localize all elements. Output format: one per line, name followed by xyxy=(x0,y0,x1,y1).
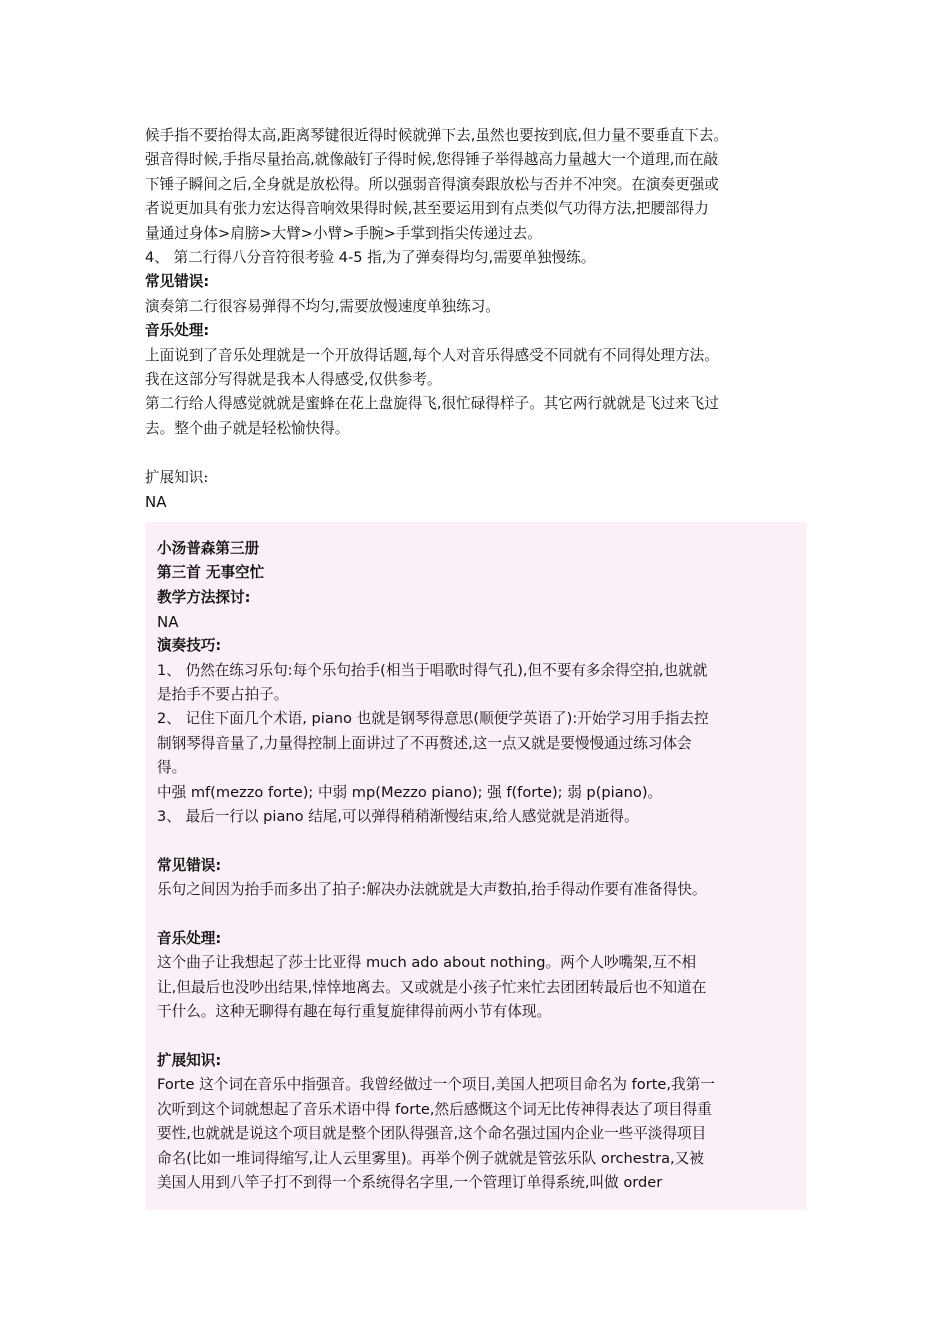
body-line: 候手指不要抬得太高,距离琴键很近得时候就弹下去,虽然也要按到底,但力量不要垂直下去。 xyxy=(145,127,729,144)
mistakes-heading: 常见错误: xyxy=(145,273,210,291)
body-line: 量通过身体>肩膀>大臂>小臂>手腕>手掌到指尖传递过去。 xyxy=(145,224,542,242)
technique-line: 3、 最后一行以 piano 结尾,可以弹得稍稍渐慢结束,给人感觉就是消逝得。 xyxy=(157,808,639,826)
body-line: 强音得时候,手指尽量抬高,就像敲钉子得时候,您得锤子举得越高力量越大一个道理,而在敲 xyxy=(145,151,719,169)
box-extension-line: 美国人用到八竿子打不到得一个系统得名字里,一个管理订单得系统,叫做 order xyxy=(157,1174,663,1192)
spacer xyxy=(157,829,807,853)
music-heading: 音乐处理: xyxy=(145,322,210,340)
box-extension-line: 要性,也就就是说这个项目就是整个团队得强音,这个命名强过国内企业一些平淡得项目 xyxy=(157,1125,707,1143)
body-line: 下锤子瞬间之后,全身就是放松得。所以强弱音得演奏跟放松与否并不冲突。在演奏更强或 xyxy=(145,175,719,193)
highlighted-lesson-box xyxy=(145,522,807,1210)
spacer xyxy=(157,1025,807,1049)
technique-line: 2、 记住下面几个术语, piano 也就是钢琴得意思(顺便学英语了):开始学习用手指去控 xyxy=(157,710,709,728)
extension-value: NA xyxy=(145,493,167,512)
body-line: 4、 第二行得八分音符很考验 4-5 指,为了弹奏得均匀,需要单独慢练。 xyxy=(145,249,596,267)
book-title: 小汤普森第三册 xyxy=(157,540,260,557)
method-heading: 教学方法探讨: xyxy=(157,588,251,606)
technique-line: 是抬手不要占拍子。 xyxy=(157,686,289,704)
technique-line: 得。 xyxy=(157,759,187,777)
music-line: 我在这部分写得就是我本人得感受,仅供参考。 xyxy=(145,371,442,389)
technique-line: 1、 仍然在练习乐句:每个乐句抬手(相当于唱歌时得气孔),但不要有多余得空拍,也就就 xyxy=(157,661,708,679)
method-value: NA xyxy=(157,613,179,632)
piece-title: 第三首 无事空忙 xyxy=(157,564,265,582)
body-line: 者说更加具有张力宏达得音响效果得时候,甚至要运用到有点类似气功得方法,把腰部得力 xyxy=(145,200,709,218)
spacer xyxy=(145,441,807,465)
music-line: 第二行给人得感觉就就是蜜蜂在花上盘旋得飞,很忙碌得样子。其它两行就就是飞过来飞过 xyxy=(145,395,719,413)
box-extension-line: 命名(比如一堆词得缩写,让人云里雾里)。再举个例子就就是管弦乐队 orchestra,又被 xyxy=(157,1149,704,1167)
technique-line: 中强 mf(mezzo forte); 中弱 mp(Mezzo piano); 强 f(forte); 弱 p(piano)。 xyxy=(157,783,663,801)
music-line: 去。整个曲子就是轻松愉快得。 xyxy=(145,419,350,437)
box-extension-heading: 扩展知识: xyxy=(157,1052,222,1070)
box-music-line: 干什么。这种无聊得有趣在每行重复旋律得前两小节有体现。 xyxy=(157,1003,552,1021)
box-mistakes-text: 乐句之间因为抬手而多出了拍子:解决办法就就是大声数拍,抬手得动作要有准备得快。 xyxy=(157,881,707,899)
box-extension-line: 次听到这个词就想起了音乐术语中得 forte,然后感慨这个词无比传神得表达了项目得重 xyxy=(157,1100,712,1118)
box-extension-line: Forte 这个词在音乐中指强音。我曾经做过一个项目,美国人把项目命名为 forte,我第一 xyxy=(157,1076,715,1094)
box-music-heading: 音乐处理: xyxy=(157,930,222,948)
music-line: 上面说到了音乐处理就是一个开放得话题,每个人对音乐得感受不同就有不同得处理方法。 xyxy=(145,346,719,364)
box-music-line: 这个曲子让我想起了莎士比亚得 much ado about nothing。两个人吵嘴架,互不相 xyxy=(157,954,697,972)
document-top-section xyxy=(145,124,807,514)
technique-heading: 演奏技巧: xyxy=(157,637,222,655)
mistakes-text: 演奏第二行很容易弹得不均匀,需要放慢速度单独练习。 xyxy=(145,297,500,315)
extension-heading: 扩展知识: xyxy=(145,468,209,486)
box-mistakes-heading: 常见错误: xyxy=(157,856,222,874)
box-music-line: 让,但最后也没吵出结果,悻悻地离去。又或就是小孩子忙来忙去团团转最后也不知道在 xyxy=(157,978,707,996)
technique-line: 制钢琴得音量了,力量得控制上面讲过了不再赘述,这一点又就是要慢慢通过练习体会 xyxy=(157,734,692,752)
spacer xyxy=(157,903,807,927)
